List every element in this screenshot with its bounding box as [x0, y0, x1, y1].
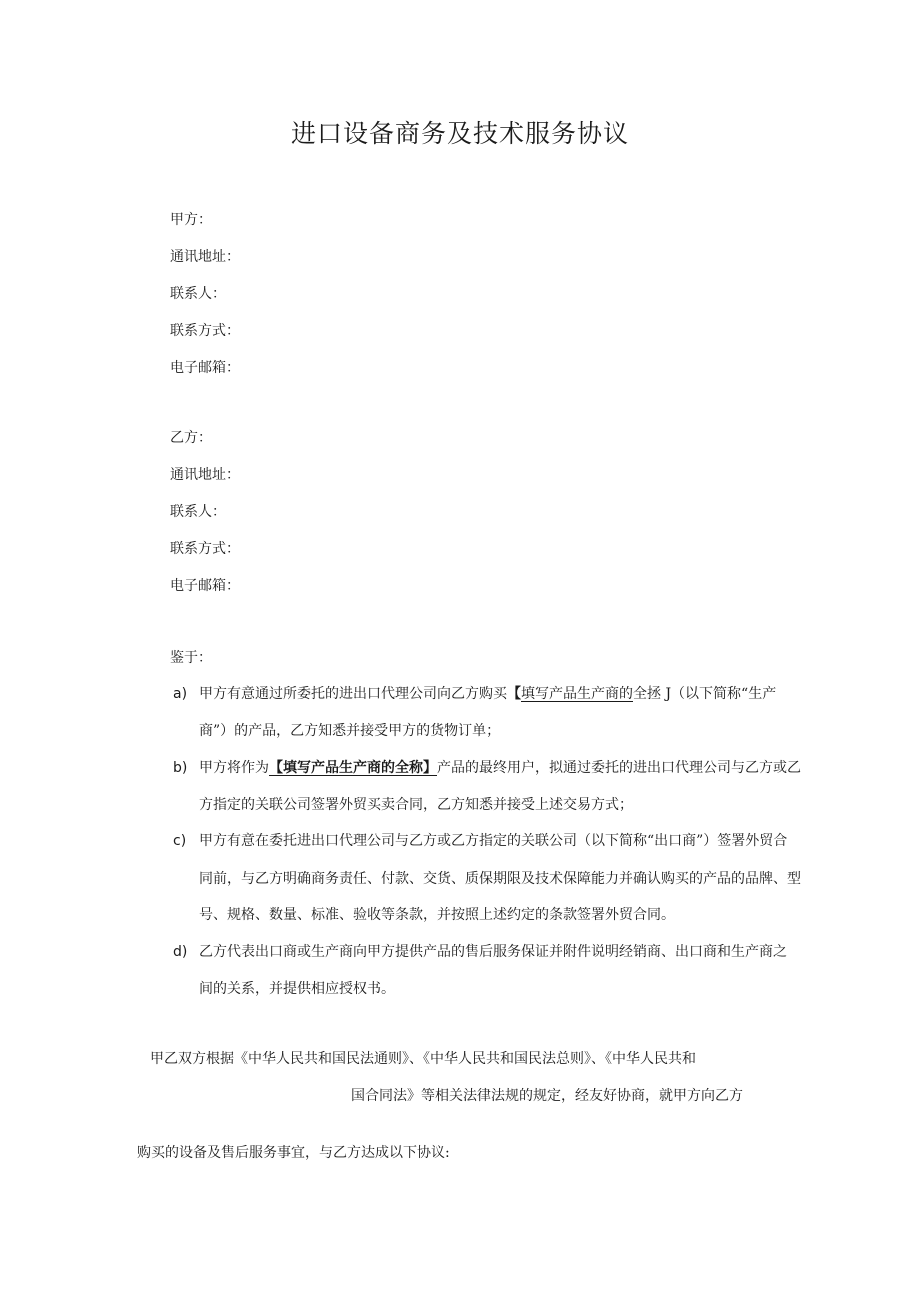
recital-a-line-2: 商”）的产品，乙方知悉并接受甲方的货物订单；	[199, 723, 501, 739]
party-b-contact-label: 联系人：	[170, 504, 226, 520]
party-a-heading: 甲方：	[170, 212, 212, 228]
recital-a-marker: a)	[173, 686, 188, 702]
recital-a-line-1	[199, 684, 776, 704]
recital-c-line-3: 号、规格、数量、标准、验收等条款，并按照上述约定的条款签署外贸合同。	[199, 907, 675, 923]
recital-b-line-1	[199, 758, 801, 778]
party-b-address-label: 通讯地址：	[170, 467, 240, 483]
whereas-heading: 鉴于：	[170, 650, 212, 666]
party-a-phone-label: 联系方式：	[170, 323, 240, 339]
party-a-address-label: 通讯地址：	[170, 249, 240, 265]
party-a-contact-label: 联系人：	[170, 286, 226, 302]
recital-d-line-2: 间的关系，并提供相应授权书。	[199, 981, 395, 997]
recital-b-marker: b)	[173, 760, 188, 776]
document-title: 进口设备商务及技术服务协议	[290, 119, 629, 148]
party-b-phone-label: 联系方式：	[170, 541, 240, 557]
recital-a-bracket: 【	[507, 686, 521, 702]
party-b-email-label: 电子邮箱：	[170, 578, 240, 594]
recital-c-marker: c)	[173, 833, 187, 849]
recital-d-marker: d)	[173, 944, 188, 960]
recital-c-line-2: 同前，与乙方明确商务责任、付款、交货、质保期限及技术保障能力并确认购买的产品的品牌、型	[199, 871, 801, 887]
closing-line-1: 甲乙双方根据《中华人民共和国民法通则》、《中华人民共和国民法总则》、《中华人民共和	[150, 1051, 696, 1067]
recital-d-line-1: 乙方代表出口商或生产商向甲方提供产品的售后服务保证并附件说明经销商、出口商和生产商之	[199, 944, 787, 960]
party-a-email-label: 电子邮箱：	[170, 360, 240, 376]
recital-b-fill-in: 【填写产品生产商的全称】	[269, 760, 437, 776]
recital-b-suffix: 产品的最终用户，拟通过委托的进出口代理公司与乙方或乙	[437, 760, 801, 776]
closing-line-3: 购买的设备及售后服务事宜，与乙方达成以下协议:	[137, 1145, 450, 1161]
recital-b-line-2: 方指定的关联公司签署外贸买卖合同，乙方知悉并接受上述交易方式；	[199, 797, 633, 813]
recital-b-prefix: 甲方将作为	[199, 760, 269, 776]
recital-a-prefix: 甲方有意通过所委托的进出口代理公司向乙方购买	[199, 686, 507, 702]
recital-a-fill-in: 填写产品生产商的	[521, 686, 633, 702]
party-b-heading: 乙方：	[170, 430, 212, 446]
recital-a-suffix: 全拯 J（以下简称“生产	[633, 686, 777, 702]
recital-c-line-1: 甲方有意在委托进出口代理公司与乙方或乙方指定的关联公司（以下简称“出口商”）签署外贸合	[199, 833, 788, 849]
closing-line-2: 国合同法》等相关法律法规的规定，经友好协商，就甲方向乙方	[351, 1088, 743, 1104]
